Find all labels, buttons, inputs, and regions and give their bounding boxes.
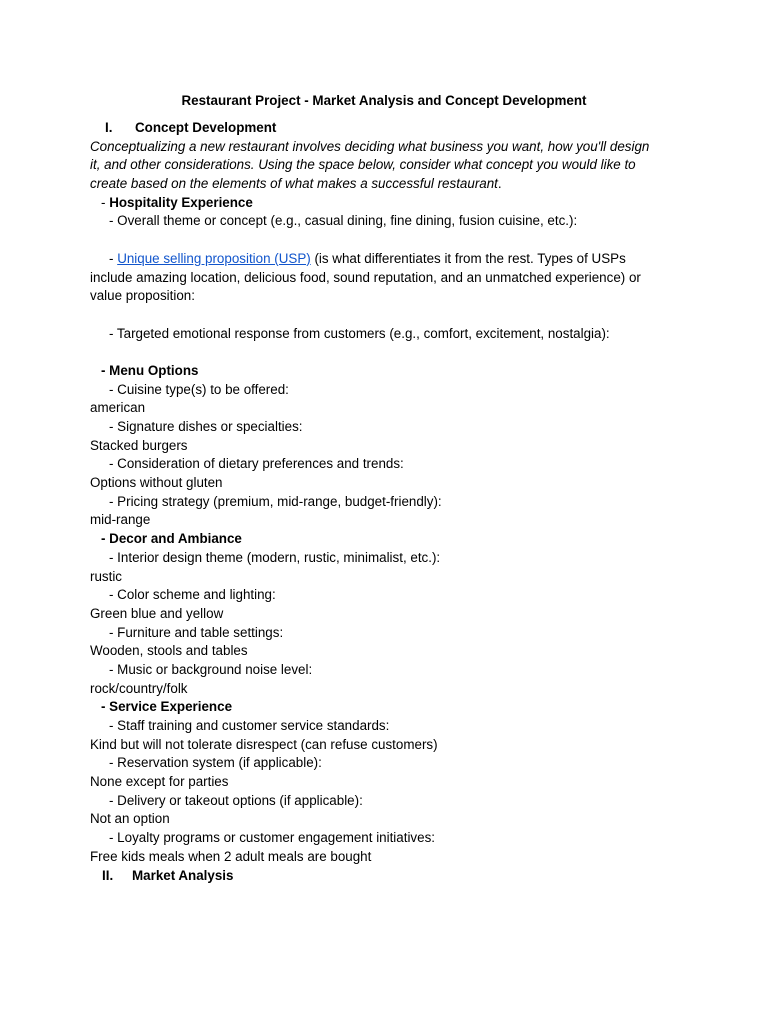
intro-line-3 (90, 175, 680, 194)
question-color: - Color scheme and lighting: (109, 587, 276, 603)
question-dietary: - Consideration of dietary preferences and trends: (109, 456, 404, 472)
question-staff: - Staff training and customer service standards: (109, 718, 390, 733)
question-music: - Music or background noise level: (109, 661, 313, 677)
intro-line-2: it, and other considerations. Using the space below, consider what concept you would like to (90, 157, 636, 173)
document-page (90, 91, 680, 885)
subheading-service: - Service Experience (101, 699, 233, 715)
section-title: Market Analysis (132, 867, 234, 883)
answer-furniture: Wooden, stools and tables (90, 643, 248, 659)
answer-dietary: Options without gluten (90, 475, 223, 491)
question-loyalty: - Loyalty programs or customer engagement initiatives: (109, 830, 435, 846)
subheading-label: Hospitality Experience (109, 194, 253, 210)
intro-line-1: Conceptualizing a new restaurant involves deciding what business you want, how you'll design (90, 138, 650, 154)
answer-music: rock/country/folk (90, 680, 188, 696)
question-dishes: - Signature dishes or specialties: (109, 419, 303, 434)
intro-line-3-end: . (497, 176, 502, 192)
section-number: I. (105, 120, 113, 135)
answer-dishes: Stacked burgers (90, 437, 188, 453)
usp-line-3: value proposition: (90, 288, 195, 304)
answer-reservation: None except for parties (90, 774, 229, 790)
blank-answer (90, 231, 680, 250)
intro-line-3-text: create based on the elements of what makes a successful restaurant (90, 176, 498, 192)
question-cuisine: - Cuisine type(s) to be offered: (109, 381, 289, 397)
answer-color: Green blue and yellow (90, 605, 224, 621)
question-emotion: - Targeted emotional response from customers (e.g., comfort, excitement, nostalgia): (109, 325, 610, 341)
usp-line-2: include amazing location, delicious food, sound reputation, and an unmatched experience) or (90, 269, 641, 285)
blank-answer (90, 306, 680, 325)
usp-link[interactable]: Unique selling proposition (USP) (117, 250, 311, 266)
answer-cuisine: american (90, 400, 146, 416)
answer-pricing: mid-range (90, 512, 151, 528)
document-title: Restaurant Project - Market Analysis and Concept Development (181, 93, 587, 108)
section-title: Concept Development (135, 120, 277, 135)
question-interior: - Interior design theme (modern, rustic, minimalist, etc.): (109, 549, 441, 565)
usp-prefix: - (109, 250, 118, 266)
blank-answer (90, 343, 680, 362)
question-delivery: - Delivery or takeout options (if applicable): (109, 792, 363, 808)
answer-loyalty: Free kids meals when 2 adult meals are bought (90, 848, 372, 864)
section-number: II. (102, 867, 114, 883)
usp-rest: (is what differentiates it from the rest. Types of USPs (310, 250, 626, 266)
answer-interior: rustic (90, 568, 122, 584)
answer-staff: Kind but will not tolerate disrespect (can refuse customers) (90, 736, 438, 752)
subheading-menu: - Menu Options (101, 362, 199, 378)
subheading-hospitality (90, 194, 680, 213)
question-furniture: - Furniture and table settings: (109, 624, 284, 640)
question-pricing: - Pricing strategy (premium, mid-range, budget-friendly): (109, 493, 442, 509)
question-usp (90, 250, 680, 269)
section-heading-concept-development (90, 119, 680, 138)
answer-delivery: Not an option (90, 811, 170, 827)
subheading-decor: - Decor and Ambiance (101, 531, 242, 547)
question-theme: - Overall theme or concept (e.g., casual dining, fine dining, fusion cuisine, etc.): (109, 213, 578, 229)
section-heading-market-analysis (90, 867, 680, 886)
question-reservation: - Reservation system (if applicable): (109, 755, 322, 771)
subheading-prefix: - (101, 194, 110, 210)
